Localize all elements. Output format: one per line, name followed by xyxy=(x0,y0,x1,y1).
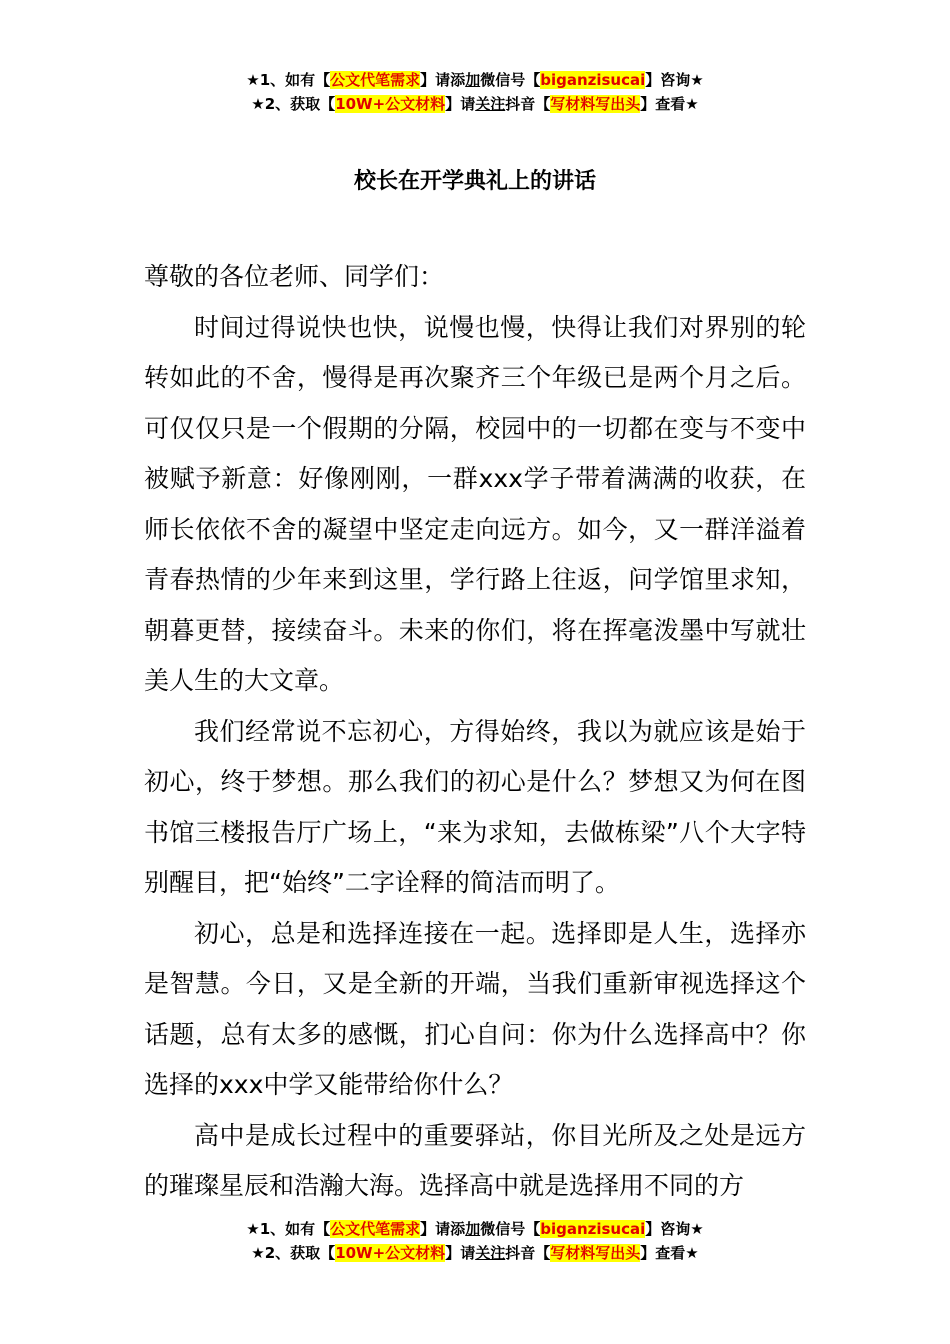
banner-line-2: ★2、获取【10W+公文材料】请关注抖音【写材料写出头】查看★ xyxy=(251,95,699,113)
highlight-douyin: 写材料写出头 xyxy=(550,1244,641,1262)
document-body xyxy=(144,252,806,1212)
highlight-douyin: 写材料写出头 xyxy=(550,95,641,113)
highlight-materials: 10W+公文材料 xyxy=(335,95,446,113)
footer-banner xyxy=(0,1217,950,1265)
banner-line-1: ★1、如有【公文代笔需求】请添加微信号【biganzisucai】咨询★ xyxy=(246,71,704,89)
paragraph: 初心，总是和选择连接在一起。选择即是人生，选择亦是智慧。今日，又是全新的开端，当我们重新审视选择这个话题，总有太多的感慨，扪心自问：你为什么选择高中？你选择的xxx中学又能带给你什么？ xyxy=(144,918,806,1099)
highlight-materials: 10W+公文材料 xyxy=(335,1244,446,1262)
highlight-wechat-id: biganzisucai xyxy=(540,71,646,89)
salutation: 尊敬的各位老师、同学们： xyxy=(144,262,445,291)
banner-line-1: ★1、如有【公文代笔需求】请添加微信号【biganzisucai】咨询★ xyxy=(246,1220,704,1238)
document-title: 校长在开学典礼上的讲话 xyxy=(353,169,596,194)
header-banner xyxy=(0,68,950,116)
banner-line-2: ★2、获取【10W+公文材料】请关注抖音【写材料写出头】查看★ xyxy=(251,1244,699,1262)
highlight-wechat-id: biganzisucai xyxy=(540,1220,646,1238)
highlight-service: 公文代笔需求 xyxy=(330,1220,421,1238)
paragraph: 时间过得说快也快，说慢也慢，快得让我们对界别的轮转如此的不舍，慢得是再次聚齐三个年级已是两个月之后。可仅仅只是一个假期的分隔，校园中的一切都在变与不变中被赋予新意：好像刚刚，一群xxx学子带着满满的收获，在师长依依不舍的凝望中坚定走向远方。如今，又一群洋溢着青春热情的少年来到这里，学行路上往返，问学馆里求知，朝暮更替，接续奋斗。未来的你们，将在挥毫泼墨中写就壮美人生的大文章。 xyxy=(144,312,806,695)
paragraph: 我们经常说不忘初心，方得始终，我以为就应该是始于初心，终于梦想。那么我们的初心是什么？梦想又为何在图书馆三楼报告厅广场上，“来为求知，去做栋梁”八个大字特别醒目，把“始终”二字诠释的简洁而明了。 xyxy=(144,716,806,897)
paragraph: 高中是成长过程中的重要驿站，你目光所及之处是远方的璀璨星辰和浩瀚大海。选择高中就是选择用不同的方 xyxy=(144,1120,806,1200)
highlight-service: 公文代笔需求 xyxy=(330,71,421,89)
